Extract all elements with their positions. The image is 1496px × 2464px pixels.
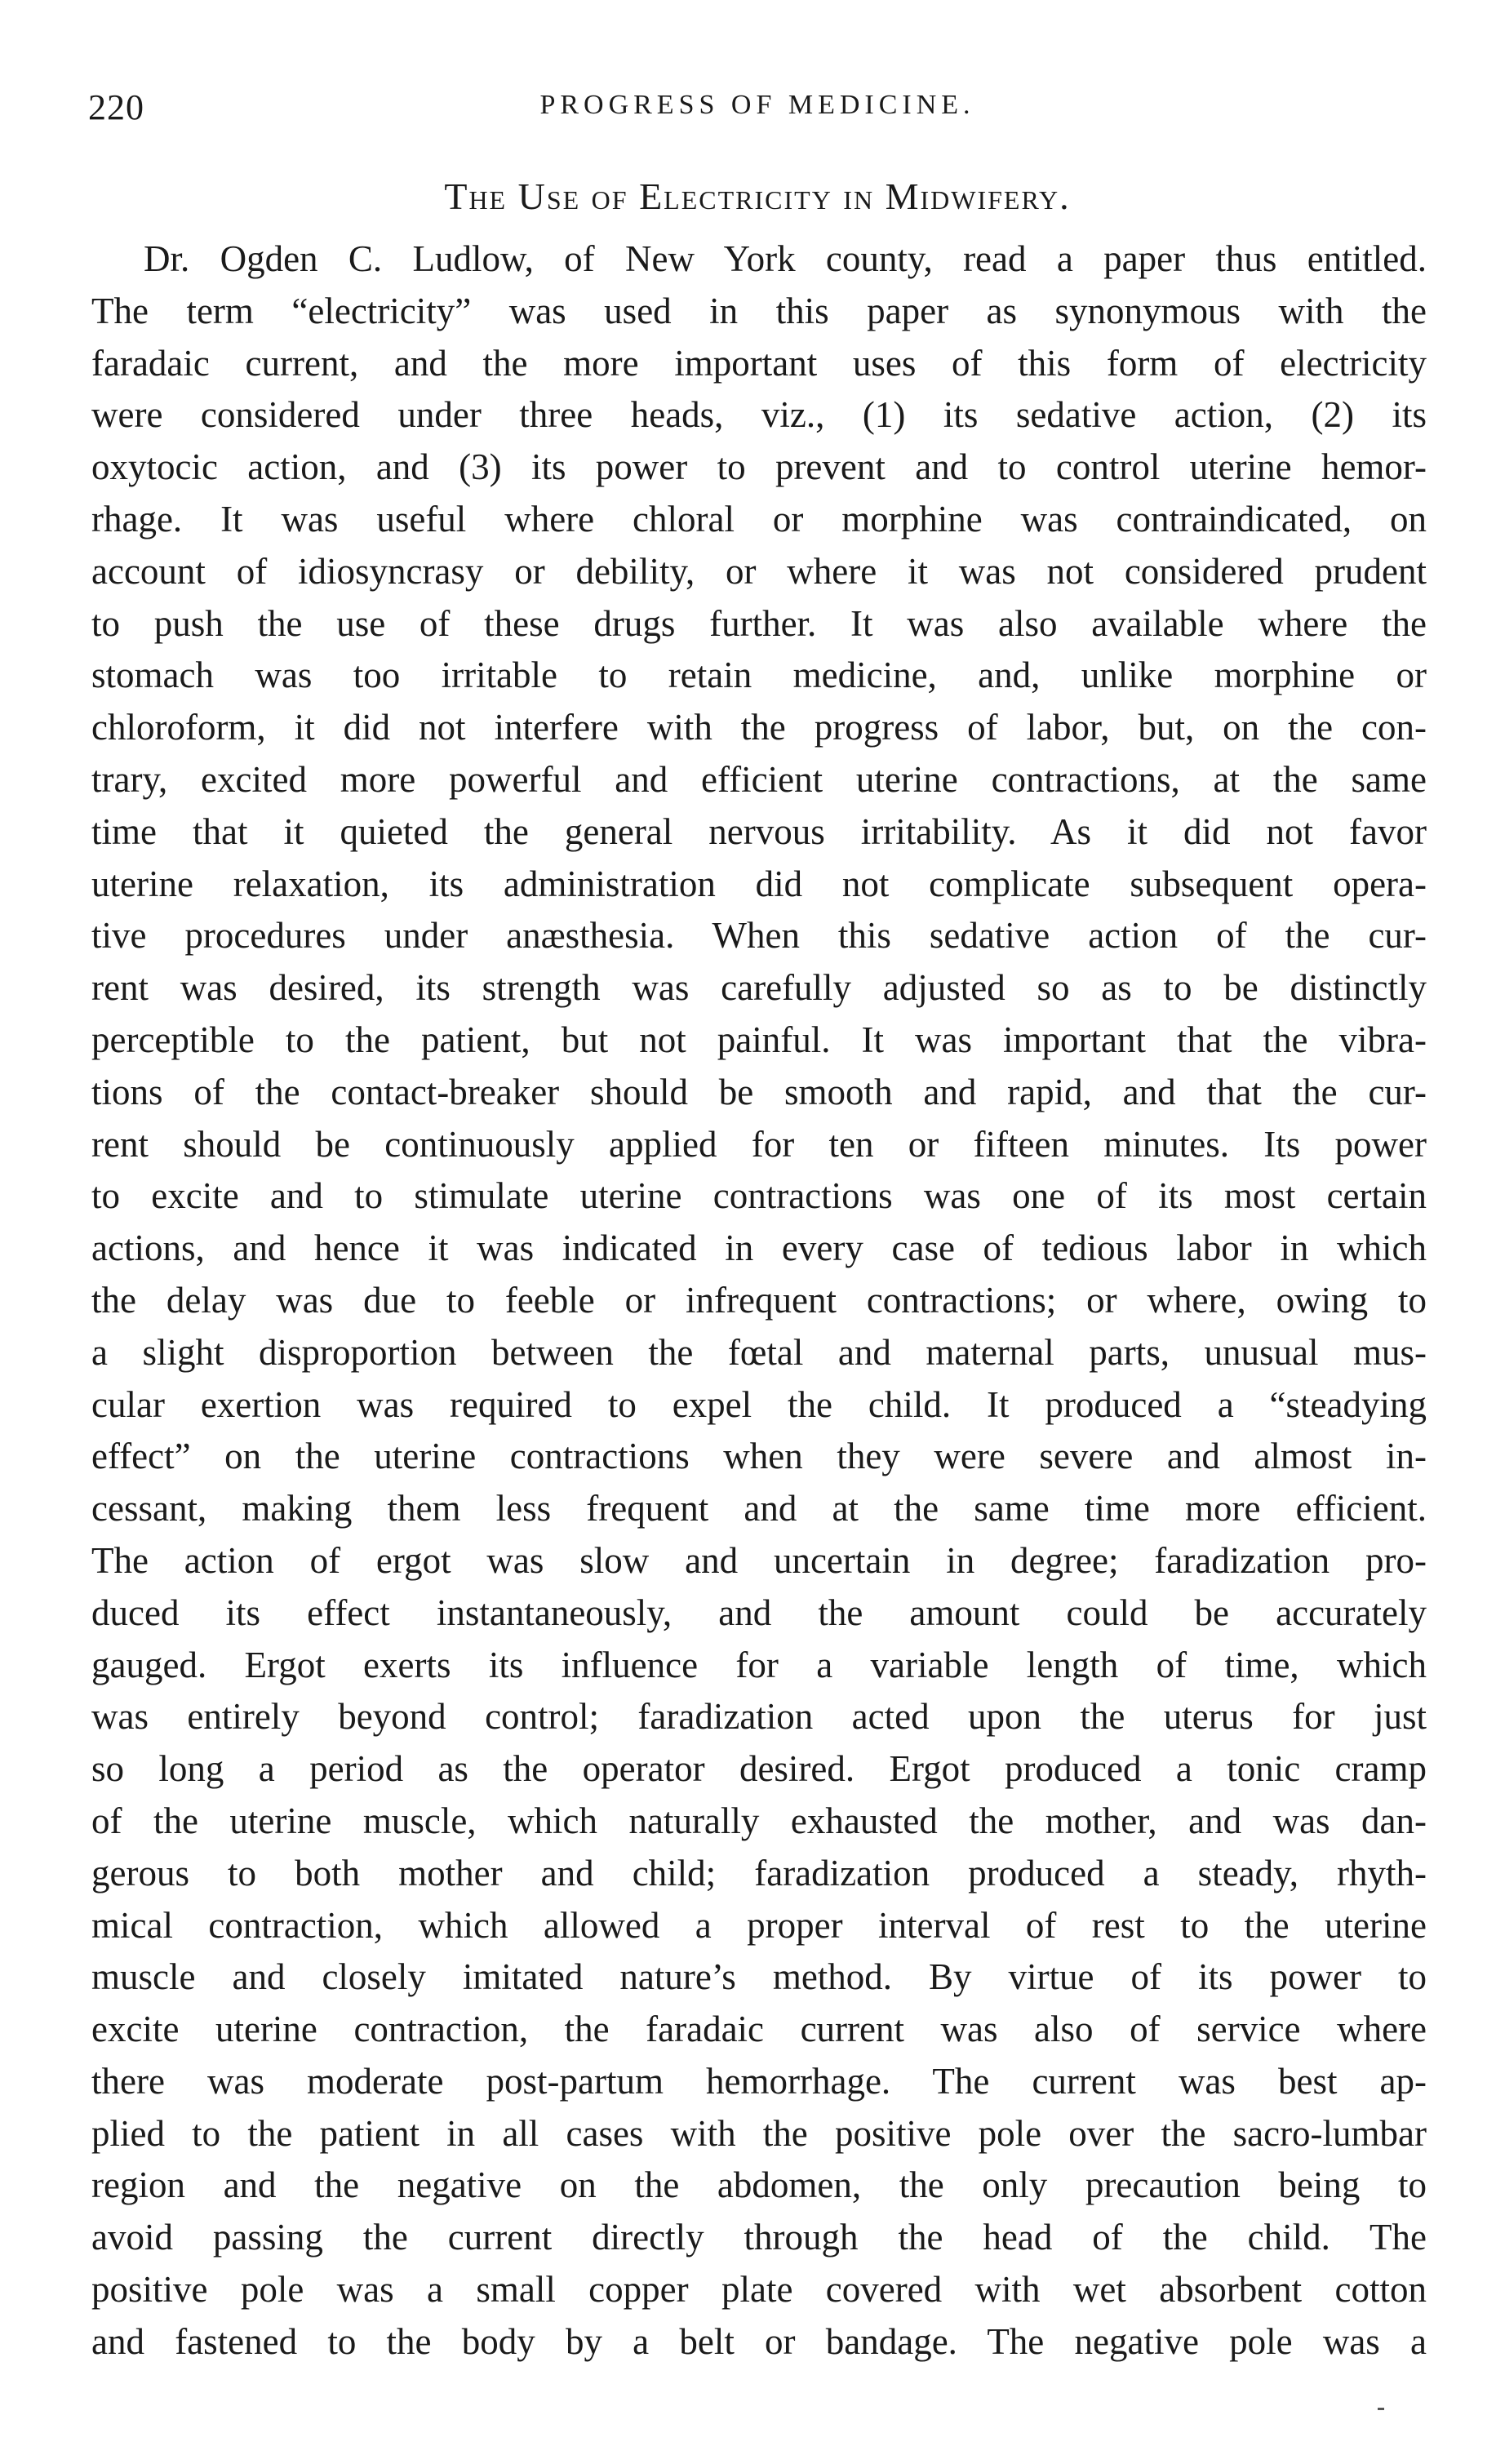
text-line: oxytocic action, and (3) its power to prevent and to control uterine hemor- (91, 446, 1427, 488)
text-line: effect” on the uterine contractions when they were severe and almost in- (91, 1436, 1427, 1477)
text-line: stomach was too irritable to retain medicine, and, unlike morphine or (91, 655, 1427, 696)
text-line: muscle and closely imitated nature’s method. By virtue of its power to (91, 1956, 1427, 1998)
text-line: were considered under three heads, viz., (1) its sedative action, (2) its (91, 394, 1427, 436)
text-line: avoid passing the current directly through the head of the child. The (91, 2217, 1427, 2258)
text-line: faradaic current, and the more important uses of this form of electricity (91, 342, 1427, 384)
body-paragraph (91, 233, 1427, 2369)
text-line: so long a period as the operator desired. Ergot produced a tonic cramp (91, 1748, 1427, 1790)
text-line: rent should be continuously applied for ten or fifteen minutes. Its power (91, 1123, 1427, 1165)
text-line: the delay was due to feeble or infrequent contractions; or where, owing to (91, 1279, 1427, 1321)
text-line: Dr. Ogden C. Ludlow, of New York county, read a paper thus entitled. (144, 238, 1427, 279)
text-line: to push the use of these drugs further. It was also available where the (91, 602, 1427, 644)
text-line: uterine relaxation, its administration did not complicate subsequent opera- (91, 863, 1427, 904)
text-line: cular exertion was required to expel the child. It produced a “steadying (91, 1383, 1427, 1425)
running-header (88, 87, 1427, 135)
text-line: a slight disproportion between the fœtal and maternal parts, unusual mus- (91, 1331, 1427, 1373)
text-line: plied to the patient in all cases with the positive pole over the sacro-lumbar (91, 2112, 1427, 2154)
text-line: chloroform, it did not interfere with the progress of labor, but, on the con- (91, 707, 1427, 748)
print-mark (1378, 2408, 1384, 2410)
text-line: was entirely beyond control; faradization acted upon the uterus for just (91, 1696, 1427, 1738)
text-line: there was moderate post-partum hemorrhage. The current was best ap- (91, 2060, 1427, 2102)
text-line: excite uterine contraction, the faradaic current was also of service where (91, 2009, 1427, 2050)
text-line: to excite and to stimulate uterine contractions was one of its most certain (91, 1175, 1427, 1217)
text-line: account of idiosyncrasy or debility, or where it was not considered prudent (91, 550, 1427, 592)
text-line: gauged. Ergot exerts its influence for a variable length of time, which (91, 1644, 1427, 1685)
text-line: The action of ergot was slow and uncertain in degree; faradization pro- (91, 1539, 1427, 1581)
text-line: time that it quieted the general nervous irritability. As it did not favor (91, 810, 1427, 852)
text-line: cessant, making them less frequent and at the same time more efficient. (91, 1488, 1427, 1529)
text-line: actions, and hence it was indicated in every case of tedious labor in which (91, 1228, 1427, 1269)
page-number: 220 (88, 87, 144, 127)
text-line: The term “electricity” was used in this paper as synonymous with the (91, 290, 1427, 331)
text-line: tive procedures under anæsthesia. When this sedative action of the cur- (91, 915, 1427, 957)
text-line: perceptible to the patient, but not painful. It was important that the vibra- (91, 1019, 1427, 1060)
text-line: tions of the contact-breaker should be smooth and rapid, and that the cur- (91, 1071, 1427, 1112)
text-line: of the uterine muscle, which naturally exhausted the mother, and was dan- (91, 1800, 1427, 1841)
running-title: PROGRESS OF MEDICINE. (539, 90, 975, 120)
text-line: rent was desired, its strength was carefully adjusted so as to be distinctly (91, 967, 1427, 1009)
text-line: trary, excited more powerful and efficient uterine contractions, at the same (91, 758, 1427, 800)
text-line: region and the negative on the abdomen, the only precaution being to (91, 2164, 1427, 2206)
section-title: The Use of Electricity in Midwifery. (444, 175, 1071, 217)
text-line: gerous to both mother and child; faradization produced a steady, rhyth- (91, 1852, 1427, 1894)
text-line: positive pole was a small copper plate covered with wet absorbent cotton (91, 2269, 1427, 2311)
text-line: and fastened to the body by a belt or bandage. The negative pole was a (91, 2320, 1427, 2362)
text-line: mical contraction, which allowed a proper interval of rest to the uterine (91, 1904, 1427, 1946)
text-line: duced its effect instantaneously, and the amount could be accurately (91, 1592, 1427, 1633)
text-line: rhage. It was useful where chloral or morphine was contraindicated, on (91, 498, 1427, 539)
